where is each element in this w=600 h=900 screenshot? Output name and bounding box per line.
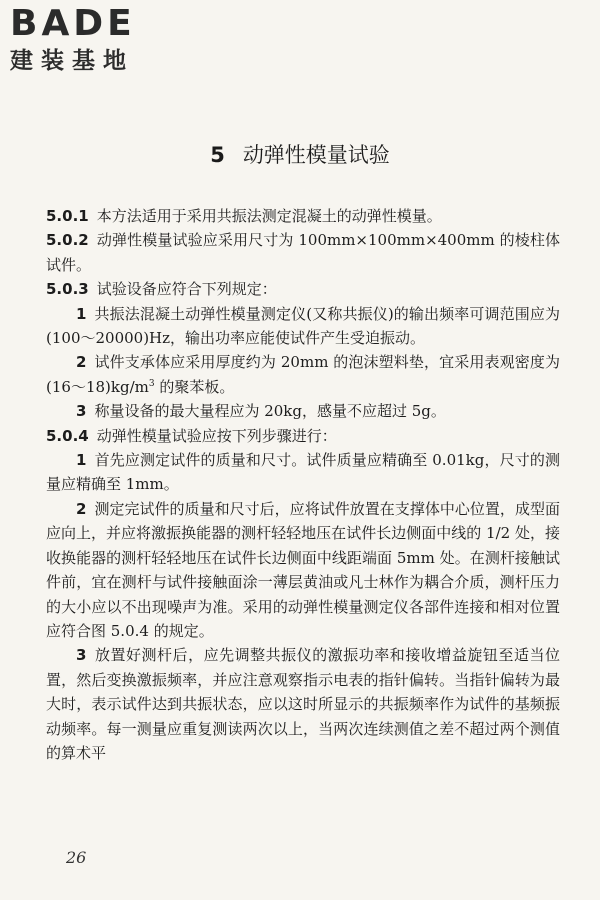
clause-number: 5.0.1 xyxy=(46,207,89,225)
item-number: 2 xyxy=(76,353,87,372)
clause-number: 5.0.2 xyxy=(46,231,89,250)
item-text: 测定完试件的质量和尺寸后，应将试件放置在支撑体中心位置，成型面应向上，并应将激振换能器的测杆轻轻地压在试件长边侧面中线的 1/2 处，接收换能器的测杆轻轻地压在试件长边侧面中线距端面 5mm 处。在测杆接触试件前，宜在测杆与试件接触面涂一薄层黄油或凡士林作为耦合介质，测杆压力的大小应以不出现噪声为准。采用的动弹性模量测定仪各部件连接和相对位置应符合图 5.0.4 的规定。 xyxy=(46,499,560,640)
item-number: 1 xyxy=(76,451,87,470)
item-5-0-4-3 xyxy=(46,643,560,765)
document-body xyxy=(46,204,560,765)
item-text-tail: 的聚苯板。 xyxy=(154,377,235,396)
item-number: 1 xyxy=(76,304,87,323)
clause-5-0-3 xyxy=(46,277,560,301)
item-text: 试件支承体应采用厚度约为 20mm 的泡沫塑料垫，宜采用表观密度为(16～18)kg/m xyxy=(46,353,560,396)
clause-5-0-2 xyxy=(46,228,560,277)
clause-text: 本方法适用于采用共振法测定混凝土的动弹性模量。 xyxy=(96,207,442,225)
item-text: 共振法混凝土动弹性模量测定仪(又称共振仪)的输出频率可调范围应为(100～20000)Hz，输出功率应能使试件产生受迫振动。 xyxy=(46,304,560,348)
page-number: 26 xyxy=(66,848,87,867)
item-text: 放置好测杆后，应先调整共振仪的激振功率和接收增益旋钮至适当位置，然后变换激振频率，并应注意观察指示电表的指针偏转。当指针偏转为最大时，表示试件达到共振状态，应以这时所显示的共振频率作为试件的基频振动频率。每一测量应重复测读两次以上，当两次连续测值之差不超过两个测值的算术平 xyxy=(46,646,560,762)
logo-wordmark: BADE xyxy=(10,3,136,44)
bade-logo xyxy=(10,4,190,76)
clause-text: 动弹性模量试验应采用尺寸为 100mm×100mm×400mm 的棱柱体试件。 xyxy=(46,231,560,274)
item-text: 首先应测定试件的质量和尺寸。试件质量应精确至 0.01kg，尺寸的测量应精确至 1mm。 xyxy=(46,451,560,494)
item-5-0-3-1 xyxy=(46,302,560,351)
clause-text: 试验设备应符合下列规定： xyxy=(96,280,277,299)
chapter-title-text: 动弹性模量试验 xyxy=(242,143,390,167)
item-number: 3 xyxy=(76,646,87,665)
clause-number: 5.0.3 xyxy=(46,280,89,299)
clause-number: 5.0.4 xyxy=(46,426,89,445)
item-text: 称量设备的最大量程应为 20kg，感量不应超过 5g。 xyxy=(94,402,446,421)
item-5-0-3-2 xyxy=(46,350,560,399)
item-5-0-3-3 xyxy=(46,399,560,423)
chapter-title xyxy=(0,140,600,170)
logo-subtitle: 建装基地 xyxy=(10,48,134,74)
item-number: 3 xyxy=(76,402,87,421)
chapter-number: 5 xyxy=(210,143,225,167)
item-5-0-4-2 xyxy=(46,497,560,643)
clause-text: 动弹性模量试验应按下列步骤进行： xyxy=(96,426,337,445)
item-5-0-4-1 xyxy=(46,448,560,497)
superscript: 3 xyxy=(148,378,155,389)
item-number: 2 xyxy=(76,499,87,518)
clause-5-0-1 xyxy=(46,204,560,228)
clause-5-0-4 xyxy=(46,424,560,448)
